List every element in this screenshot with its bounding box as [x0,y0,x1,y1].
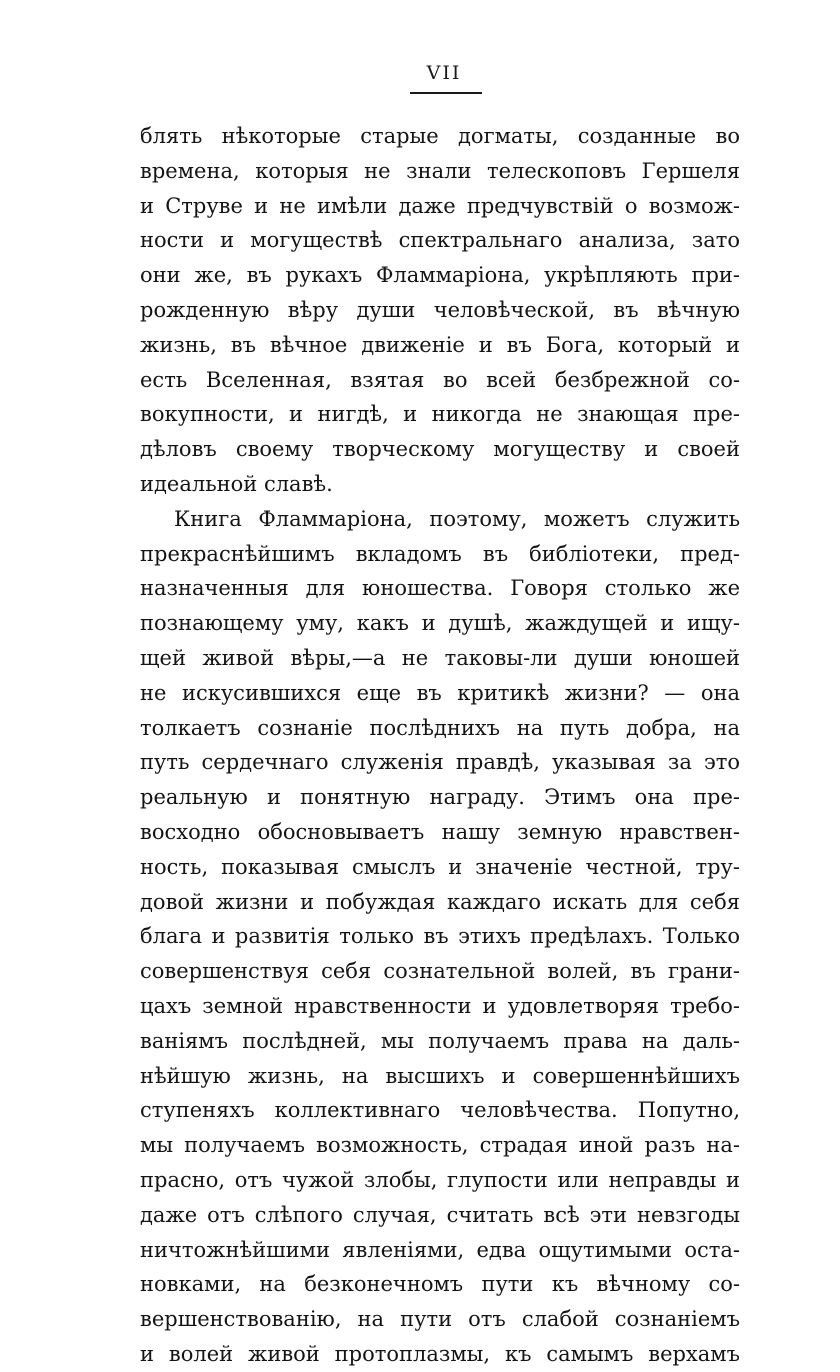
text-line: ступеняхъ коллективнаго человѣчества. Попутно, [140,1098,740,1123]
text-line: они же, въ рукахъ Фламмаріона, укрѣпляють при- [140,263,740,288]
text-line: нѣйшую жизнь, на высшихъ и совершеннѣйшихъ [140,1063,740,1088]
text-line: Книга Фламмаріона, поэтому, можетъ служить [174,506,740,531]
text-line: реальную и понятную награду. Этимъ она пре- [140,785,740,810]
text-line: идеальной славѣ. [140,471,333,496]
text-line: восходно обосновываетъ нашу земную нравствен- [140,819,740,844]
text-line: блага и развитія только въ этихъ предѣлахъ. Только [140,924,740,949]
text-line: есть Вселенная, взятая во всей безбрежной со- [140,367,740,392]
text-line: познающему уму, какъ и душѣ, жаждущей и ищу- [140,611,740,636]
text-line: довой жизни и побуждая каждаго искать для себя [140,889,740,914]
text-line: не искусившихся еще въ критикѣ жизни? — она [140,680,740,705]
text-line: времена, которыя не знали телескоповъ Гершеля [140,158,740,183]
text-line: и волей живой протоплазмы, къ самымъ верхамъ [140,1341,740,1366]
text-line: назначенныя для юношества. Говоря столько же [140,576,740,601]
text-line: путь сердечнаго служенія правдѣ, указывая за это [140,750,740,775]
body-text [140,119,740,1372]
text-line: ности и могуществѣ спектральнаго анализа, зато [140,228,740,253]
text-line: и Струве и не имѣли даже предчувствій о возмож- [140,193,740,218]
text-line: толкаетъ сознаніе послѣднихъ на путь добра, на [140,715,740,740]
text-line: рожденную вѣру души человѣческой, въ вѣчную [140,297,740,322]
text-line: вокупности, и нигдѣ, и никогда не знающая пре- [140,402,740,427]
text-line: жизнь, въ вѣчное движеніе и въ Бога, который и [140,332,740,357]
text-line: цахъ земной нравственности и удовлетворяя требо- [140,993,740,1018]
page-number: VII [426,62,462,84]
text-line: мы получаемъ возможность, страдая иной разъ на- [140,1133,740,1158]
text-line: прасно, отъ чужой злобы, глупости или неправды и [140,1167,740,1192]
text-line: дѣловъ своему творческому могуществу и своей [140,437,740,462]
text-line: ваніямъ послѣдней, мы получаемъ права на даль- [140,1028,740,1053]
text-line: щей живой вѣры,—а не таковы-ли души юношей [140,645,740,670]
header-rule [410,92,482,94]
text-line: вершенствованію, на пути отъ слабой сознаніемъ [140,1307,740,1332]
text-line: блять нѣкоторые старые догматы, созданные во [140,124,740,148]
text-line: совершенствуя себя сознательной волей, въ грани- [140,959,740,984]
text-line: даже отъ слѣпого случая, считать всѣ эти невзгоды [140,1202,740,1227]
text-line: ность, показывая смыслъ и значеніе честной, тру- [140,854,740,879]
text-line: ничтожнѣйшими явленіями, едва ощутимыми оста- [140,1237,740,1262]
text-line: прекраснѣйшимъ вкладомъ въ библіотеки, пред- [140,541,740,566]
text-line: новками, на безконечномъ пути къ вѣчному со- [140,1272,740,1297]
